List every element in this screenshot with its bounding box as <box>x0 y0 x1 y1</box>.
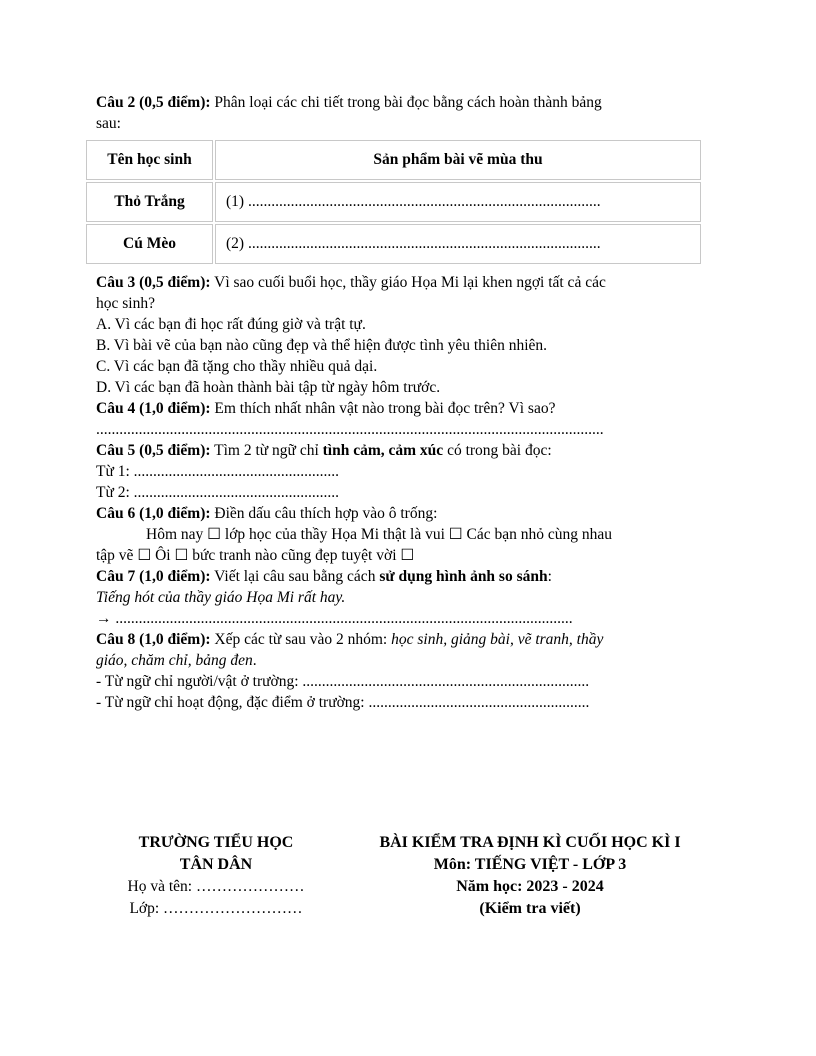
student-name-cell: Thỏ Trắng <box>86 182 213 222</box>
school-name-line-1: TRƯỜNG TIỂU HỌC <box>138 834 294 851</box>
q8-words-end: . <box>252 652 257 669</box>
q5-word-1-line[interactable]: Từ 1: ..................................................... <box>96 463 340 480</box>
q5-text-b: có trong bài đọc: <box>443 442 552 459</box>
exam-page <box>96 92 720 713</box>
q7-keyword: sử dụng hình ảnh so sánh <box>379 568 548 585</box>
q5-text-a: Tìm 2 từ ngữ chỉ <box>210 442 323 459</box>
student-name-cell: Cú Mèo <box>86 224 213 264</box>
q4-label: Câu 4 (1,0 điểm): <box>96 400 211 417</box>
q4-prompt <box>96 398 720 419</box>
q8-group-1-line[interactable]: - Từ ngữ chỉ người/vật ở trường: .......................................................................... <box>96 673 590 690</box>
q2-table <box>84 138 703 266</box>
q5-keyword: tình cảm, cảm xúc <box>322 442 444 459</box>
q8-words-b: giáo, chăm chỉ, bảng đen <box>96 652 253 669</box>
q7-prompt <box>96 566 720 587</box>
q5-word-2-line[interactable]: Từ 2: ..................................................... <box>96 484 340 501</box>
q3-text-a: Vì sao cuối buổi học, thầy giáo Họa Mi lại khen ngợi tất cả các <box>210 274 606 291</box>
q6-text: Điền dấu câu thích hợp vào ô trống: <box>210 505 438 522</box>
q8-prompt <box>96 629 720 650</box>
exam-type: (Kiểm tra viết) <box>479 900 581 917</box>
q4-text: Em thích nhất nhân vật nào trong bài đọc trên? Vì sao? <box>210 400 556 417</box>
q7-sentence-text: Tiếng hót của thầy giáo Họa Mi rất hay. <box>96 589 346 606</box>
q3-prompt-cont: học sinh? <box>96 295 155 312</box>
q8-group-2-line[interactable]: - Từ ngữ chỉ hoạt động, đặc điểm ở trường: ......................................................... <box>96 694 590 711</box>
q2-text-a: Phân loại các chi tiết trong bài đọc bằng cách hoàn thành bảng <box>210 94 602 111</box>
q7-answer-line[interactable]: → ...................................................................................................................... <box>96 610 573 627</box>
exam-subject: Môn: TIẾNG VIỆT - LỚP 3 <box>433 856 627 873</box>
q5-label: Câu 5 (0,5 điểm): <box>96 442 211 459</box>
q6-prompt <box>96 503 720 524</box>
q8-label: Câu 8 (1,0 điểm): <box>96 631 211 648</box>
q2-prompt-cont: sau: <box>96 115 121 132</box>
table-row <box>86 182 701 222</box>
q8-text: Xếp các từ sau vào 2 nhóm: <box>210 631 392 648</box>
q8-words-a: học sinh, giảng bài, vẽ tranh, thầy <box>391 631 604 648</box>
q8-prompt-cont <box>96 650 720 671</box>
table-row <box>86 224 701 264</box>
q6-passage-line-1[interactable]: Hôm nay ☐ lớp học của thầy Họa Mi thật là vui ☐ Các bạn nhỏ cùng nhau <box>146 526 613 543</box>
table-header-row <box>86 140 701 180</box>
header-student-name: Tên học sinh <box>86 140 213 180</box>
option-b[interactable]: B. Vì bài vẽ của bạn nào cũng đẹp và thể hiện được tình yêu thiên nhiên. <box>96 337 548 354</box>
school-year: Năm học: 2023 - 2024 <box>456 878 604 895</box>
exam-title: BÀI KIỂM TRA ĐỊNH KÌ CUỐI HỌC KÌ I <box>379 834 681 851</box>
q7-label: Câu 7 (1,0 điểm): <box>96 568 211 585</box>
option-c[interactable]: C. Vì các bạn đã tặng cho thầy nhiều quả dại. <box>96 358 378 375</box>
exam-info <box>340 832 720 920</box>
q3-label: Câu 3 (0,5 điểm): <box>96 274 211 291</box>
option-a[interactable]: A. Vì các bạn đi học rất đúng giờ và trật tự. <box>96 316 366 333</box>
q7-text-b: : <box>547 568 552 585</box>
answer-cell-2[interactable]: (2) ........................................................................................... <box>215 224 701 264</box>
class-field[interactable]: Lớp: ……………………… <box>129 900 303 917</box>
q7-text-a: Viết lại câu sau bằng cách <box>210 568 380 585</box>
school-info <box>96 832 336 920</box>
option-d[interactable]: D. Vì các bạn đã hoàn thành bài tập từ ngày hôm trước. <box>96 379 441 396</box>
q6-label: Câu 6 (1,0 điểm): <box>96 505 211 522</box>
q2-prompt <box>96 92 720 113</box>
q3-prompt <box>96 272 720 293</box>
header-product: Sản phẩm bài vẽ mùa thu <box>215 140 701 180</box>
answer-cell-1[interactable]: (1) ........................................................................................... <box>215 182 701 222</box>
school-name-line-2: TÂN DÂN <box>179 856 253 873</box>
q4-answer-line[interactable]: ................................................................................................................................... <box>96 421 604 438</box>
student-name-field[interactable]: Họ và tên: ………………… <box>127 878 305 895</box>
q6-passage-line-2[interactable]: tập vẽ ☐ Ôi ☐ bức tranh nào cũng đẹp tuyệt vời ☐ <box>96 547 415 564</box>
q7-sentence <box>96 587 720 608</box>
q2-label: Câu 2 (0,5 điểm): <box>96 94 211 111</box>
q5-prompt <box>96 440 720 461</box>
